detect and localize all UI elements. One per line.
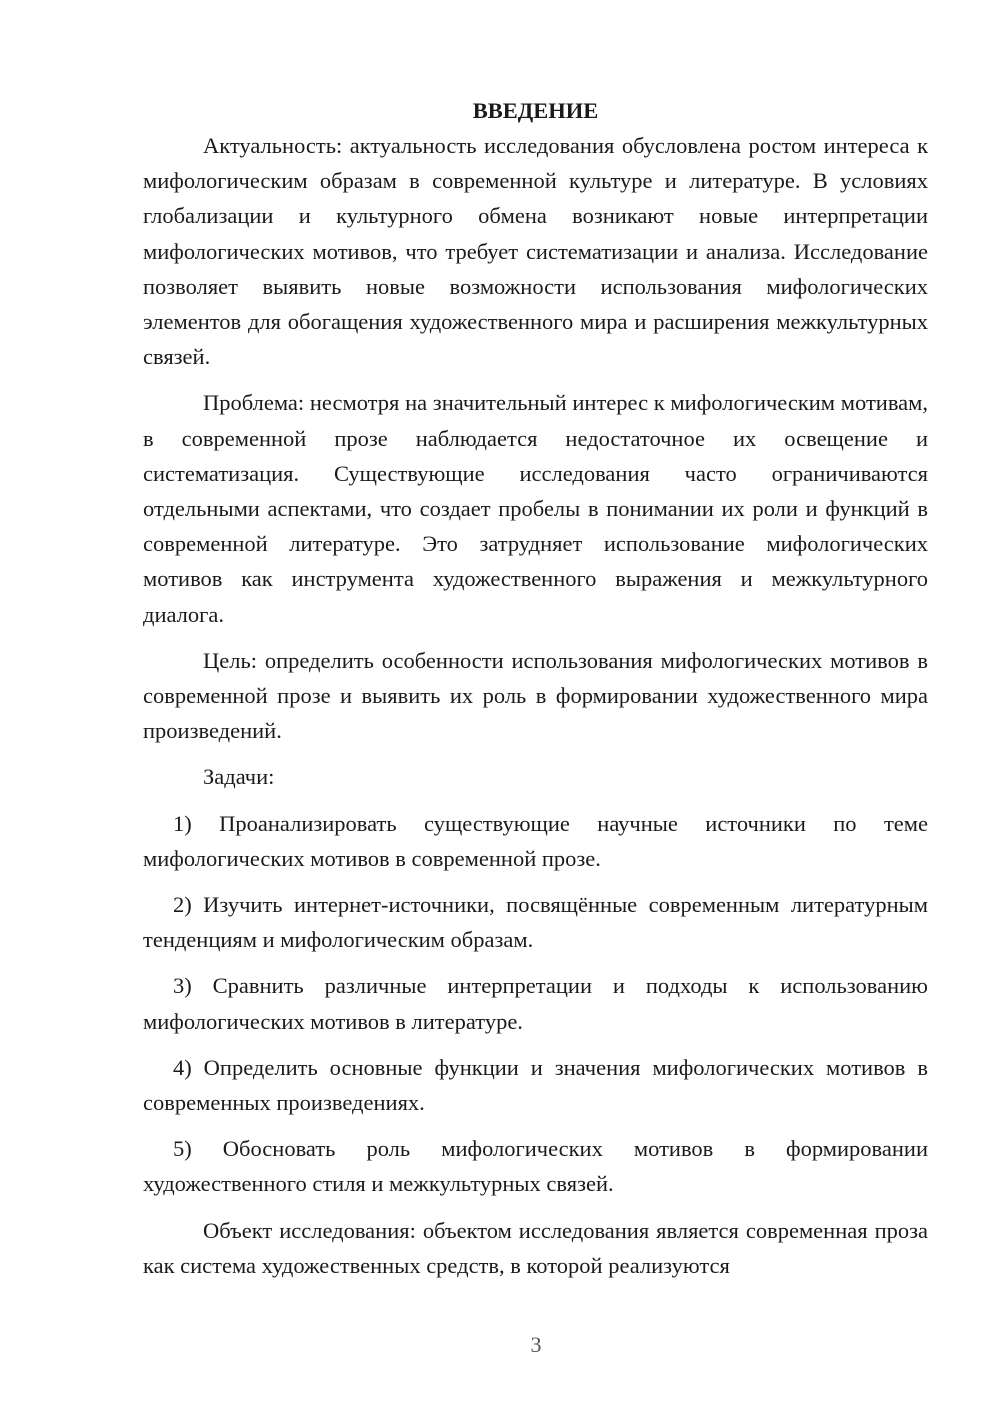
section-heading: ВВЕДЕНИЕ — [472, 98, 599, 123]
task-item: 5) Обосновать роль мифологических мотивов в формировании художественного стиля и межкультурных связей. — [143, 1136, 928, 1197]
paragraph-goal: Цель: определить особенности использования мифологических мотивов в современной прозе и выявить их роль в формировании художественного мира произведений. — [143, 647, 928, 744]
paragraph-relevance: Актуальность: актуальность исследования обусловлена ростом интереса к мифологическим образам в современной культуре и литературе. В условиях глобализации и культурного обмена возникают новые интерпретации мифологических мотивов, что требует систематизации и анализа. Исследование позволяет выявить новые возможности использования мифологических элементов для обогащения художественного мира и расширения межкультурных связей. — [143, 133, 928, 370]
page-content — [143, 93, 928, 1294]
tasks-list — [143, 806, 928, 1202]
task-item: 4) Определить основные функции и значения мифологических мотивов в современных произведениях. — [143, 1054, 928, 1116]
task-item: 3) Сравнить различные интерпретации и подходы к использованию мифологических мотивов в литературе. — [143, 973, 928, 1034]
task-item: 1) Проанализировать существующие научные источники по теме мифологических мотивов в современной прозе. — [143, 810, 928, 871]
paragraph-object: Объект исследования: объектом исследования является современная проза как система художественных средств, в которой реализуются — [143, 1217, 928, 1278]
tasks-label: Задачи: — [203, 764, 275, 790]
task-item: 2) Изучить интернет-источники, посвящённые современным литературным тенденциям и мифологическим образам. — [143, 892, 928, 953]
page-number: 3 — [530, 1332, 542, 1357]
paragraph-problem: Проблема: несмотря на значительный интерес к мифологическим мотивам, в современной прозе наблюдается недостаточное их освещение и систематизация. Существующие исследования часто ограничиваются отдельными аспектами, что создает пробелы в понимании их роли и функций в современной литературе. Это затрудняет использование мифологических мотивов как инструмента художественного выражения и межкультурного диалога. — [143, 390, 928, 627]
